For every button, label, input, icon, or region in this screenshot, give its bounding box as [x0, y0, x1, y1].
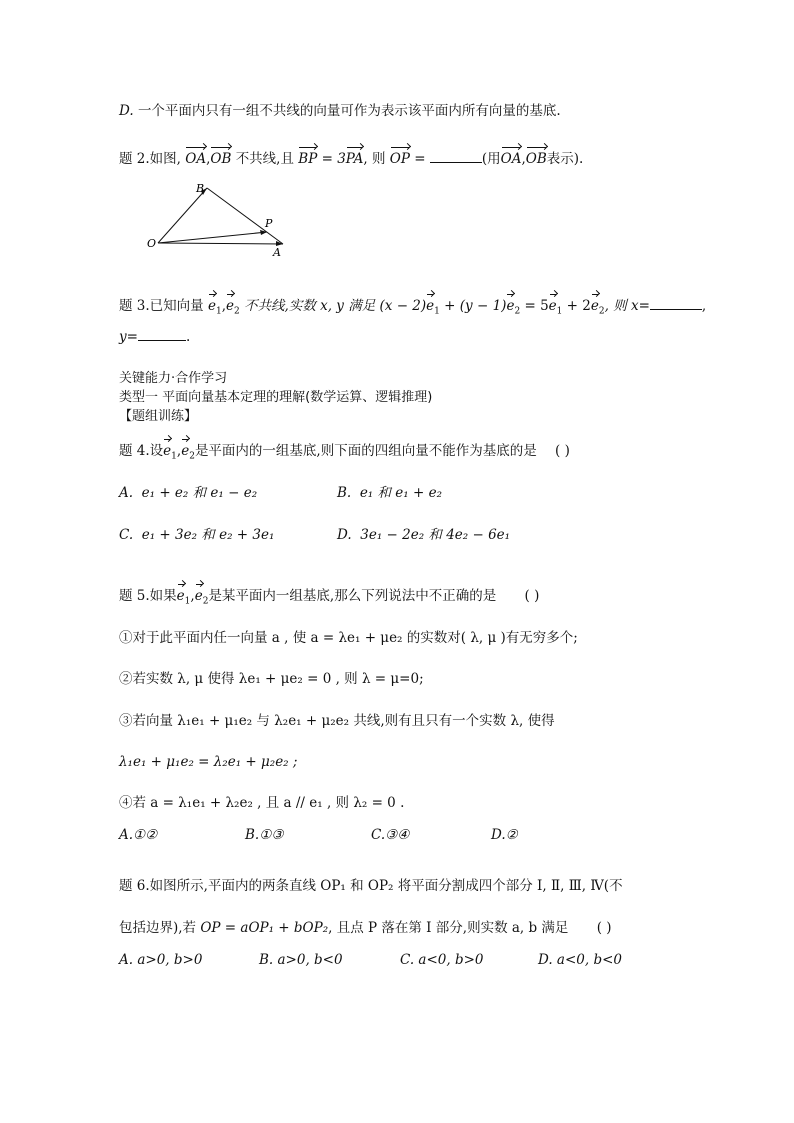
- vector-oa-2: OA: [500, 151, 522, 167]
- group-heading: 【题组训练】: [119, 409, 198, 424]
- question-5: [119, 587, 539, 611]
- q3-y-label: y=: [119, 329, 138, 345]
- sub-2: 2: [514, 306, 521, 317]
- arrow-p: [260, 230, 267, 235]
- q2-sep2: ,: [521, 151, 526, 167]
- option-text: e₁ 和 e₁ + e₂: [359, 485, 442, 501]
- sub-1: 1: [171, 451, 177, 462]
- option-text: e₁ + 3e₂ 和 e₂ + 3e₁: [141, 527, 275, 543]
- option-b[interactable]: [337, 484, 442, 502]
- type-heading: 类型一 平面向量基本定理的理解(数学运算、逻辑推理): [119, 390, 433, 405]
- comma: ,: [176, 443, 182, 459]
- question-2: [119, 150, 583, 168]
- q3-end: .: [185, 329, 191, 345]
- segment-ob: [158, 188, 207, 243]
- option-d-prev: [119, 102, 561, 120]
- q3-prefix: 题 3.已知向量: [119, 298, 204, 314]
- q2-eq: = 3: [321, 151, 346, 167]
- statement-3-formula: λ₁e₁ + μ₁e₂ = λ₂e₁ + μ₂e₂ ;: [119, 754, 298, 770]
- sub-2: 2: [598, 306, 605, 317]
- q5-stem: 是某平面内一组基底,那么下列说法中不正确的是: [208, 588, 497, 604]
- answer-blank[interactable]: [430, 150, 482, 163]
- q3-condition: 不共线,实数 x, y 满足 (x − 2): [244, 298, 427, 314]
- question-4: [119, 442, 570, 466]
- option-d[interactable]: [337, 526, 510, 544]
- triangle-figure: [140, 178, 300, 260]
- vector-e2: e: [194, 588, 203, 604]
- question-6-line2: [119, 919, 612, 937]
- q3-comma: ,: [221, 298, 226, 314]
- sub-2: 2: [202, 596, 209, 607]
- option-c[interactable]: [119, 526, 274, 544]
- label-o: O: [147, 237, 157, 250]
- option-a[interactable]: [119, 484, 257, 502]
- label-b: B: [196, 182, 205, 195]
- vector-e2: e: [590, 298, 599, 314]
- statement-2: ②若实数 λ, μ 使得 λe₁ + μe₂ = 0 , 则 λ = μ=0;: [119, 671, 424, 687]
- label-p: P: [265, 217, 273, 230]
- option-label: D.: [119, 103, 134, 119]
- vector-e1: e: [548, 298, 557, 314]
- answer-paren[interactable]: ( ): [555, 443, 570, 459]
- vector-op: OP: [389, 151, 410, 167]
- q2-sep: ,: [206, 151, 211, 167]
- option-a[interactable]: A.①②: [119, 827, 158, 843]
- option-label: A.: [119, 485, 134, 501]
- option-b[interactable]: B. a>0, b<0: [259, 952, 343, 968]
- q3-cond2: + (y − 1): [439, 298, 507, 314]
- q3-x-label: , 则 x=: [604, 298, 650, 314]
- vector-e1: e: [163, 443, 172, 459]
- statement-3: ③若向量 λ₁e₁ + μ₁e₂ 与 λ₂e₁ + μ₂e₂ 共线,则有且只有一个实数 λ, 使得: [119, 713, 555, 729]
- statement-4: ④若 a = λ₁e₁ + λ₂e₂ , 且 a // e₁ , 则 λ₂ = 0 .: [119, 795, 405, 811]
- vector-e1: e: [176, 588, 185, 604]
- vector-e2: e: [181, 443, 190, 459]
- option-label: C.: [119, 527, 134, 543]
- vector-e1: e: [207, 298, 216, 314]
- option-text: e₁ + e₂ 和 e₁ − e₂: [141, 485, 258, 501]
- q6-formula: OP = aOP₁ + bOP₂: [200, 920, 329, 936]
- option-label: B.: [337, 485, 352, 501]
- q2-then: , 则: [363, 151, 386, 167]
- q4-prefix: 题 4.设: [119, 443, 164, 459]
- q3-comma2: ,: [701, 298, 707, 314]
- segment-ba: [207, 188, 283, 244]
- sub-1: 1: [556, 306, 563, 317]
- q6-condition: , 且点 P 落在第 Ⅰ 部分,则实数 a, b 满足: [328, 920, 569, 936]
- q2-mid: 不共线,且: [235, 151, 294, 167]
- sub-1: 1: [215, 306, 222, 317]
- answer-blank-x[interactable]: [650, 297, 702, 310]
- option-a[interactable]: A. a>0, b>0: [119, 952, 203, 968]
- vector-ob-2: OB: [525, 151, 547, 167]
- q2-paren: (用: [481, 151, 501, 167]
- option-text: 一个平面内只有一组不共线的向量可作为表示该平面内所有向量的基底.: [137, 103, 561, 119]
- q3-plus: + 2: [562, 298, 591, 314]
- statement-1: ①对于此平面内任一向量 a , 使 a = λe₁ + μe₂ 的实数对( λ, μ )有无穷多个;: [119, 630, 578, 646]
- option-d[interactable]: D.②: [491, 827, 518, 843]
- q2-end: 表示).: [546, 151, 584, 167]
- vector-oa: OA: [185, 151, 207, 167]
- q6-prefix: 包括边界),若: [119, 920, 197, 936]
- q4-stem: 是平面内的一组基底,则下面的四组向量不能作为基底的是: [194, 443, 537, 459]
- sub-1: 1: [184, 596, 191, 607]
- answer-paren[interactable]: ( ): [596, 920, 612, 936]
- sub-1: 1: [434, 306, 440, 317]
- option-c[interactable]: C. a<0, b>0: [400, 952, 484, 968]
- vector-bp: BP: [298, 151, 318, 167]
- vector-e1: e: [426, 298, 435, 314]
- answer-paren[interactable]: ( ): [524, 588, 540, 604]
- vector-pa: PA: [345, 151, 364, 167]
- q2-eq2: =: [409, 151, 426, 167]
- q3-eq: = 5: [520, 298, 549, 314]
- label-a: A: [273, 246, 281, 259]
- sub-2: 2: [234, 306, 240, 317]
- vector-e2: e: [506, 298, 515, 314]
- question-6: 题 6.如图所示,平面内的两条直线 OP₁ 和 OP₂ 将平面分割成四个部分 Ⅰ, Ⅱ, Ⅲ, Ⅳ(不: [119, 878, 623, 894]
- sub-2: 2: [189, 451, 195, 462]
- segment-op: [158, 232, 267, 243]
- segment-oa: [158, 243, 283, 244]
- option-label: D.: [337, 527, 352, 543]
- question-3-line2: [119, 328, 190, 346]
- vector-ob: OB: [210, 151, 232, 167]
- option-text: 3e₁ − 2e₂ 和 4e₂ − 6e₁: [360, 527, 511, 543]
- q5-prefix: 题 5.如果: [119, 588, 177, 604]
- answer-blank-y[interactable]: [138, 328, 186, 341]
- q2-prefix: 题 2.如图,: [119, 151, 181, 167]
- option-d[interactable]: D. a<0, b<0: [538, 952, 622, 968]
- section-title: 关键能力·合作学习: [119, 371, 228, 386]
- comma: ,: [190, 588, 195, 604]
- option-b[interactable]: B.①③: [245, 827, 284, 843]
- option-c[interactable]: C.③④: [371, 827, 410, 843]
- question-3: [119, 297, 706, 321]
- vector-e2: e: [226, 298, 234, 314]
